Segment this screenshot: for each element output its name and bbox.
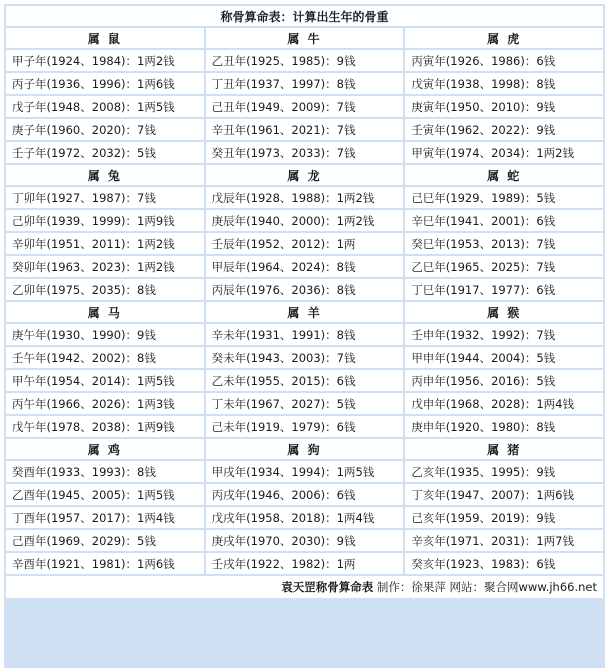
zodiac-header: 属 蛇 xyxy=(405,165,603,185)
year-weight-cell: 丙戌年(1946、2006)：6钱 xyxy=(206,484,404,505)
year-weight-cell: 乙酉年(1945、2005)：1两5钱 xyxy=(6,484,204,505)
year-weight-cell: 己酉年(1969、2029)：5钱 xyxy=(6,530,204,551)
year-weight-cell: 丁未年(1967、2027)：5钱 xyxy=(206,393,404,414)
zodiac-header: 属 鸡 xyxy=(6,439,204,459)
footer-row xyxy=(6,576,603,598)
year-weight-cell: 戊戌年(1958、2018)：1两4钱 xyxy=(206,507,404,528)
zodiac-header: 属 牛 xyxy=(206,28,404,48)
year-weight-cell: 庚午年(1930、1990)：9钱 xyxy=(6,324,204,345)
zodiac-header: 属 猴 xyxy=(405,302,603,322)
year-weight-cell: 己亥年(1959、2019)：9钱 xyxy=(405,507,603,528)
year-weight-cell: 壬午年(1942、2002)：8钱 xyxy=(6,347,204,368)
zodiac-header: 属 狗 xyxy=(206,439,404,459)
table-row xyxy=(6,324,603,345)
table-title: 称骨算命表：计算出生年的骨重 xyxy=(6,6,603,26)
footer-table-name: 袁天罡称骨算命表 xyxy=(281,580,374,594)
table-row xyxy=(6,530,603,551)
zodiac-header: 属 羊 xyxy=(206,302,404,322)
year-weight-cell: 壬辰年(1952、2012)：1两 xyxy=(206,233,404,254)
year-weight-cell: 癸未年(1943、2003)：7钱 xyxy=(206,347,404,368)
bone-weight-table xyxy=(4,4,605,600)
year-weight-cell: 甲戌年(1934、1994)：1两5钱 xyxy=(206,461,404,482)
table-row xyxy=(6,370,603,391)
year-weight-cell: 庚戌年(1970、2030)：9钱 xyxy=(206,530,404,551)
year-weight-cell: 己未年(1919、1979)：6钱 xyxy=(206,416,404,437)
zodiac-header-row xyxy=(6,28,603,48)
year-weight-cell: 戊子年(1948、2008)：1两5钱 xyxy=(6,96,204,117)
zodiac-header-row xyxy=(6,439,603,459)
table-row xyxy=(6,484,603,505)
year-weight-cell: 丁丑年(1937、1997)：8钱 xyxy=(206,73,404,94)
zodiac-header-row xyxy=(6,165,603,185)
table-row xyxy=(6,142,603,163)
year-weight-cell: 丁酉年(1957、2017)：1两4钱 xyxy=(6,507,204,528)
year-weight-cell: 甲寅年(1974、2034)：1两2钱 xyxy=(405,142,603,163)
table-row xyxy=(6,50,603,71)
year-weight-cell: 壬寅年(1962、2022)：9钱 xyxy=(405,119,603,140)
year-weight-cell: 丙子年(1936、1996)：1两6钱 xyxy=(6,73,204,94)
footer-credit xyxy=(6,576,603,598)
table-row xyxy=(6,210,603,231)
year-weight-cell: 乙卯年(1975、2035)：8钱 xyxy=(6,279,204,300)
table-row xyxy=(6,119,603,140)
footer-author-site: 制作：徐果萍 网站：聚合网www.jh66.net xyxy=(373,580,597,594)
year-weight-cell: 甲子年(1924、1984)：1两2钱 xyxy=(6,50,204,71)
zodiac-header: 属 兔 xyxy=(6,165,204,185)
table-row xyxy=(6,416,603,437)
table-row xyxy=(6,347,603,368)
year-weight-cell: 辛未年(1931、1991)：8钱 xyxy=(206,324,404,345)
zodiac-header: 属 马 xyxy=(6,302,204,322)
year-weight-cell: 癸卯年(1963、2023)：1两2钱 xyxy=(6,256,204,277)
table-row xyxy=(6,393,603,414)
year-weight-cell: 戊寅年(1938、1998)：8钱 xyxy=(405,73,603,94)
bone-weight-table-container xyxy=(4,4,605,668)
year-weight-cell: 丙辰年(1976、2036)：8钱 xyxy=(206,279,404,300)
year-weight-cell: 庚申年(1920、1980)：8钱 xyxy=(405,416,603,437)
table-row xyxy=(6,73,603,94)
year-weight-cell: 壬戌年(1922、1982)：1两 xyxy=(206,553,404,574)
year-weight-cell: 戊午年(1978、2038)：1两9钱 xyxy=(6,416,204,437)
table-row xyxy=(6,233,603,254)
zodiac-header: 属 虎 xyxy=(405,28,603,48)
year-weight-cell: 辛酉年(1921、1981)：1两6钱 xyxy=(6,553,204,574)
year-weight-cell: 庚寅年(1950、2010)：9钱 xyxy=(405,96,603,117)
year-weight-cell: 癸丑年(1973、2033)：7钱 xyxy=(206,142,404,163)
year-weight-cell: 己卯年(1939、1999)：1两9钱 xyxy=(6,210,204,231)
year-weight-cell: 丙午年(1966、2026)：1两3钱 xyxy=(6,393,204,414)
year-weight-cell: 壬申年(1932、1992)：7钱 xyxy=(405,324,603,345)
year-weight-cell: 甲午年(1954、2014)：1两5钱 xyxy=(6,370,204,391)
year-weight-cell: 癸亥年(1923、1983)：6钱 xyxy=(405,553,603,574)
year-weight-cell: 癸巳年(1953、2013)：7钱 xyxy=(405,233,603,254)
year-weight-cell: 丙申年(1956、2016)：5钱 xyxy=(405,370,603,391)
table-row xyxy=(6,461,603,482)
year-weight-cell: 辛巳年(1941、2001)：6钱 xyxy=(405,210,603,231)
zodiac-header: 属 鼠 xyxy=(6,28,204,48)
zodiac-header: 属 龙 xyxy=(206,165,404,185)
year-weight-cell: 丁卯年(1927、1987)：7钱 xyxy=(6,187,204,208)
year-weight-cell: 戊申年(1968、2028)：1两4钱 xyxy=(405,393,603,414)
year-weight-cell: 辛卯年(1951、2011)：1两2钱 xyxy=(6,233,204,254)
year-weight-cell: 辛丑年(1961、2021)：7钱 xyxy=(206,119,404,140)
zodiac-header-row xyxy=(6,302,603,322)
table-title-row xyxy=(6,6,603,26)
year-weight-cell: 癸酉年(1933、1993)：8钱 xyxy=(6,461,204,482)
table-row xyxy=(6,279,603,300)
year-weight-cell: 乙丑年(1925、1985)：9钱 xyxy=(206,50,404,71)
table-row xyxy=(6,507,603,528)
table-row xyxy=(6,187,603,208)
year-weight-cell: 庚子年(1960、2020)：7钱 xyxy=(6,119,204,140)
year-weight-cell: 戊辰年(1928、1988)：1两2钱 xyxy=(206,187,404,208)
year-weight-cell: 丁亥年(1947、2007)：1两6钱 xyxy=(405,484,603,505)
year-weight-cell: 庚辰年(1940、2000)：1两2钱 xyxy=(206,210,404,231)
year-weight-cell: 壬子年(1972、2032)：5钱 xyxy=(6,142,204,163)
zodiac-header: 属 猪 xyxy=(405,439,603,459)
year-weight-cell: 甲申年(1944、2004)：5钱 xyxy=(405,347,603,368)
year-weight-cell: 乙巳年(1965、2025)：7钱 xyxy=(405,256,603,277)
year-weight-cell: 己巳年(1929、1989)：5钱 xyxy=(405,187,603,208)
year-weight-cell: 己丑年(1949、2009)：7钱 xyxy=(206,96,404,117)
year-weight-cell: 乙未年(1955、2015)：6钱 xyxy=(206,370,404,391)
table-row xyxy=(6,256,603,277)
year-weight-cell: 甲辰年(1964、2024)：8钱 xyxy=(206,256,404,277)
table-row xyxy=(6,553,603,574)
year-weight-cell: 辛亥年(1971、2031)：1两7钱 xyxy=(405,530,603,551)
table-row xyxy=(6,96,603,117)
year-weight-cell: 丁巳年(1917、1977)：6钱 xyxy=(405,279,603,300)
year-weight-cell: 丙寅年(1926、1986)：6钱 xyxy=(405,50,603,71)
year-weight-cell: 乙亥年(1935、1995)：9钱 xyxy=(405,461,603,482)
